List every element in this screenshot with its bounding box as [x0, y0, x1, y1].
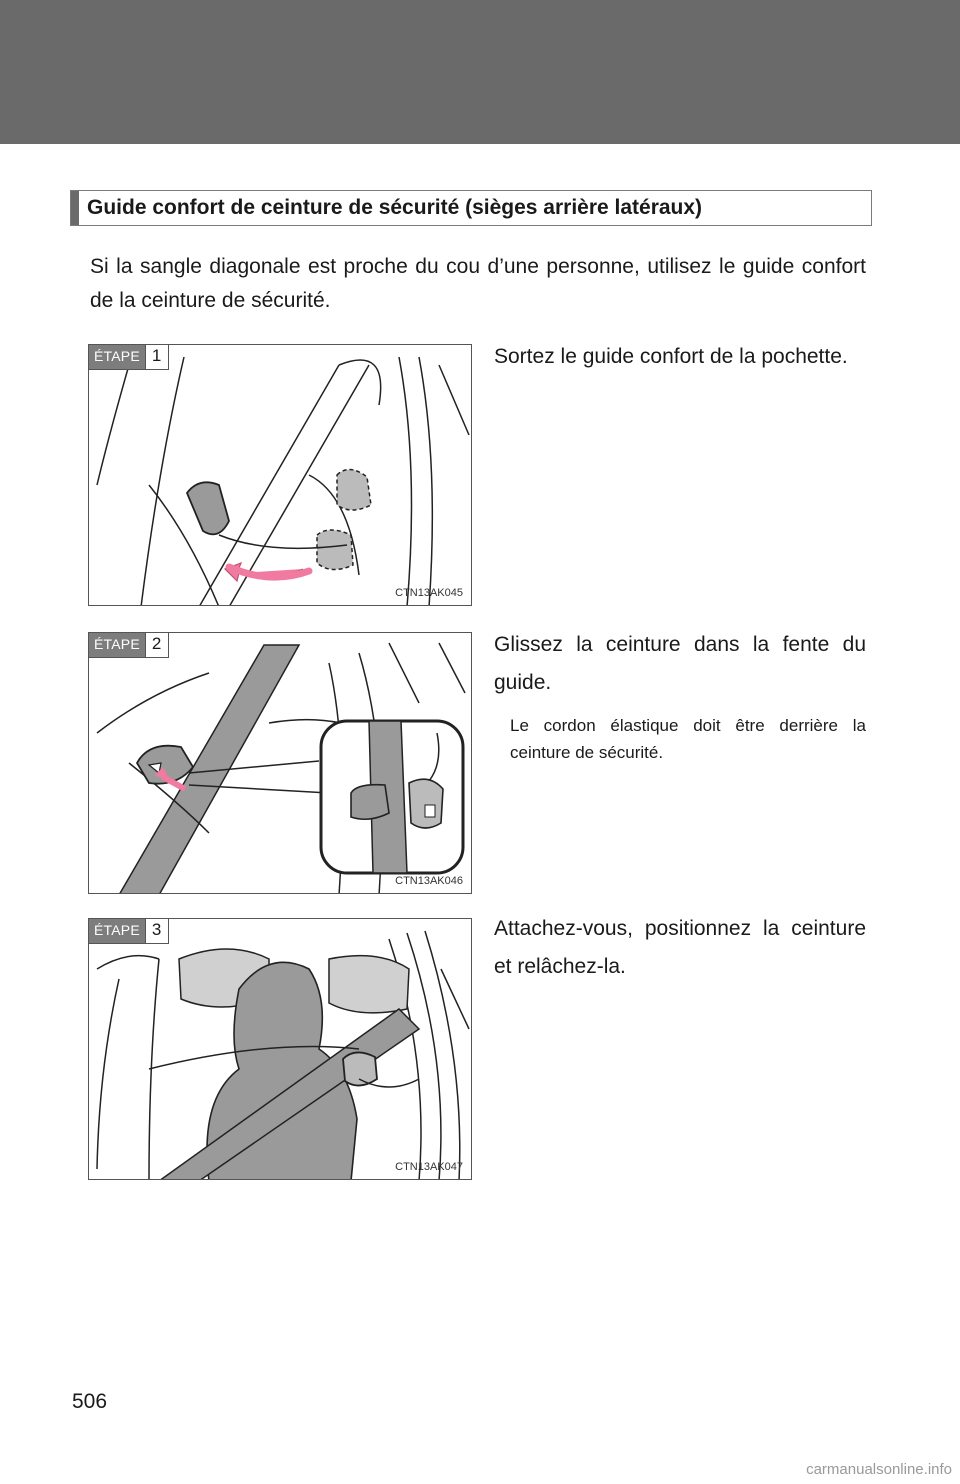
- step-1-badge: [89, 345, 169, 370]
- step-3-badge: [89, 919, 169, 944]
- step-1-label: ÉTAPE: [89, 345, 145, 369]
- step-3-figure-code: CTN13AK047: [395, 1161, 463, 1173]
- section-title: Guide confort de ceinture de sécurité (sièges arrière latéraux): [87, 196, 703, 219]
- step-2-figure-code: CTN13AK046: [395, 875, 463, 887]
- step-2-text: Glissez la ceinture dans la fente du guide.: [494, 633, 866, 694]
- step-3-label: ÉTAPE: [89, 919, 145, 943]
- step-2-badge: [89, 633, 169, 658]
- top-header-band: [0, 0, 960, 144]
- step-1-drawing: [89, 345, 472, 606]
- step-1-text: Sortez le guide confort de la pochette.: [494, 345, 848, 368]
- step-3-illustration: [88, 918, 472, 1180]
- step-3-text: Attachez-vous, positionnez la ceinture et relâchez-la.: [494, 917, 866, 978]
- step-2-note: Le cordon élastique doit être derrière la ceinture de sécurité.: [510, 716, 866, 762]
- step-2-label: ÉTAPE: [89, 633, 145, 657]
- step-3-drawing: [89, 919, 472, 1180]
- step-2-illustration: [88, 632, 472, 894]
- step-1-figure-code: CTN13AK045: [395, 587, 463, 599]
- step-2-drawing: [89, 633, 472, 894]
- intro-paragraph: Si la sangle diagonale est proche du cou d’une personne, utilisez le guide confort de la ceinture de sécurité.: [90, 255, 866, 312]
- step-1-number: 1: [145, 345, 168, 369]
- step-2-number: 2: [145, 633, 168, 657]
- watermark: carmanualsonline.info: [806, 1461, 952, 1478]
- section-header: [70, 190, 872, 226]
- step-3-number: 3: [145, 919, 168, 943]
- step-1-illustration: [88, 344, 472, 606]
- page-number: 506: [72, 1390, 108, 1413]
- section-header-bar: [71, 191, 79, 225]
